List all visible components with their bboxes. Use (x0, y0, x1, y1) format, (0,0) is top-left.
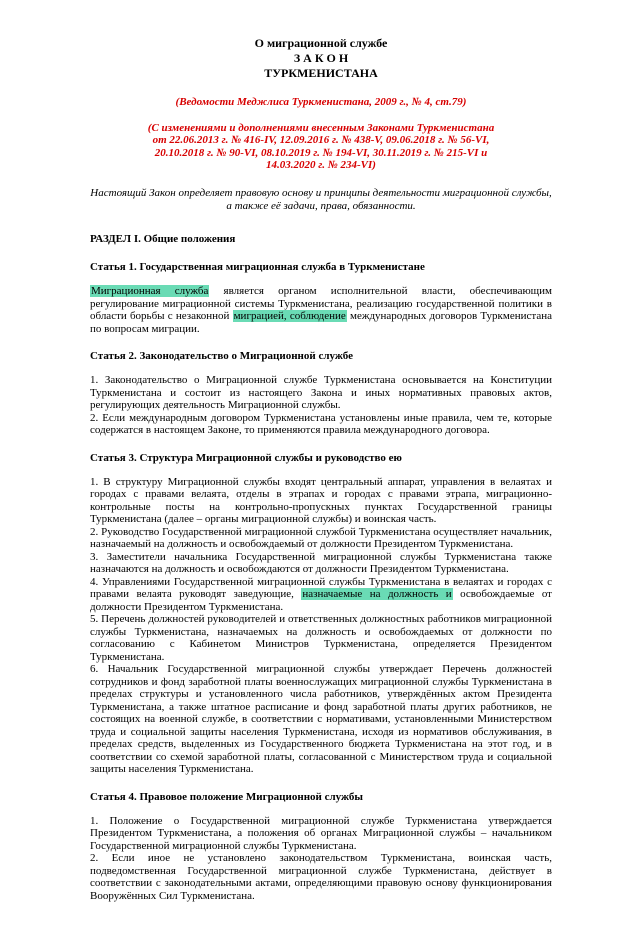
law-word: З А К О Н (293, 51, 349, 65)
article-paragraph: 1. Положение о Государственной миграционной службе Туркменистана утверждается Президентом Туркменистана, а положения об органах Миграционной службы – начальником Государственной миграционной службы Туркменистана. (90, 814, 552, 852)
article-paragraph: 1. В структуру Миграционной службы входят центральный аппарат, управления в велаятах и городах с правами велаята, отделы в этрапах и городах с правами этрапа, миграционно- контрольные посты на контрольно-пропускных пунктах Государственной границы Туркменистана (далее – органы миграционной службы) и воинская часть. (90, 475, 552, 526)
article-paragraph: 1. Законодательство о Миграционной службе Туркменистана основывается на Конституции Туркменистана и состоит из настоящего Закона и иных нормативных правовых актов, регулирующих деятельность Миграционной службы. (90, 374, 552, 412)
articles (90, 261, 552, 902)
preamble: Настоящий Закон определяет правовую основу и принципы деятельности миграционной службы, а также её задачи, права, обязанности. (90, 186, 552, 212)
article-paragraph: 3. Заместители начальника Государственной миграционной службы Туркменистана также назначаются на должность и освобождаются от должности Президентом Туркменистана. (90, 550, 552, 576)
text-highlight: Миграционная служба (91, 285, 209, 298)
article-paragraph: 2. Если иное не установлено законодательством Туркменистана, воинская часть, подведомственная Государственной миграционной службе Туркменистана, действует в соответствии с законодательными актами, определяющими правовую основу функционирования Вооружённых Сил Туркменистана. (90, 852, 552, 902)
article-heading: Статья 2. Законодательство о Миграционной службе (90, 350, 353, 363)
amendments-line: от 22.06.2013 г. № 416-IV, 12.09.2016 г. № 438-V, 09.06.2018 г. № 56-VI, (152, 134, 490, 147)
document-header (90, 36, 552, 212)
text-highlight: миграцией, соблюдение (233, 310, 346, 323)
article-heading: Статья 1. Государственная миграционная служба в Туркменистане (90, 261, 425, 274)
law-country: ТУРКМЕНИСТАНА (264, 66, 378, 80)
amendments-note (90, 122, 552, 172)
article-paragraph: Миграционная служба является органом исполнительной власти, обеспечивающим регулирование миграционной системы Туркменистана, реализацию государственной политики в области борьбы с незаконной миграцией, соблюдение международных договоров Туркменистана по вопросам миграции. (90, 285, 552, 335)
amendments-line: 20.10.2018 г. № 90-VI, 08.10.2019 г. № 194-VI, 30.11.2019 г. № 215-VI и (154, 146, 488, 159)
article-heading: Статья 3. Структура Миграционной службы и руководство ею (90, 451, 402, 464)
law-subject-title: О миграционной службе (254, 36, 388, 50)
article (90, 452, 552, 776)
article (90, 350, 552, 437)
article-paragraph: 6. Начальник Государственной миграционной службы утверждает Перечень должностей сотрудников и фонд заработной платы военнослужащих миграционной службы Туркменистана в пределах структуры и установленного числа работников, утверждённых актом Президента Туркменистана, а также штатное расписание и фонд заработной платы других работников, не состоящих на военной службе, в соответствии с нормативами, установленными Министерством труда и социальной защиты населения Туркменистана, исходя из нормативов обслуживания, в пределах средств, выделенных из Государственного бюджета Туркменистана на этот год, и в соответствии со схемой заработной платы, согласованной с Министерством труда и социальной защиты населения Туркменистана. (90, 663, 552, 776)
article-paragraph: 2. Руководство Государственной миграционной службой Туркменистана осуществляет начальник, назначаемый на должность и освобождаемый от должности Президентом Туркменистана. (90, 525, 552, 551)
amendments-line: 14.03.2020 г. № 234-VI) (266, 159, 376, 172)
article (90, 791, 552, 903)
section-heading: РАЗДЕЛ I. Общие положения (90, 233, 236, 246)
article-paragraph: 5. Перечень должностей руководителей и ответственных должностных работников миграционной службы Туркменистана, назначаемых на должность и освобождаемых от должности по согласованию с Кабинетом Министров Туркменистана, определяется Президентом Туркменистана. (90, 613, 552, 663)
vedomosti-reference: (Ведомости Меджлиса Туркменистана, 2009 г., № 4, ст.79) (175, 96, 467, 108)
article (90, 261, 552, 335)
text-highlight: назначаемые на должность и (302, 588, 452, 601)
article-paragraph: 4. Управлениями Государственной миграционной службы Туркменистана в велаятах и городах с правами велаята руководят заведующие, назначаемые на должность и освобождаемые от должности Президентом Туркменистана. (90, 575, 552, 613)
article-heading: Статья 4. Правовое положение Миграционной службы (90, 790, 363, 803)
article-paragraph: 2. Если международным договором Туркменистана установлены иные правила, чем те, которые содержатся в настоящем Законе, то применяются правила международного договора. (90, 411, 552, 437)
amendments-line: (С изменениями и дополнениями внесенным Законами Туркменистана (147, 121, 495, 134)
